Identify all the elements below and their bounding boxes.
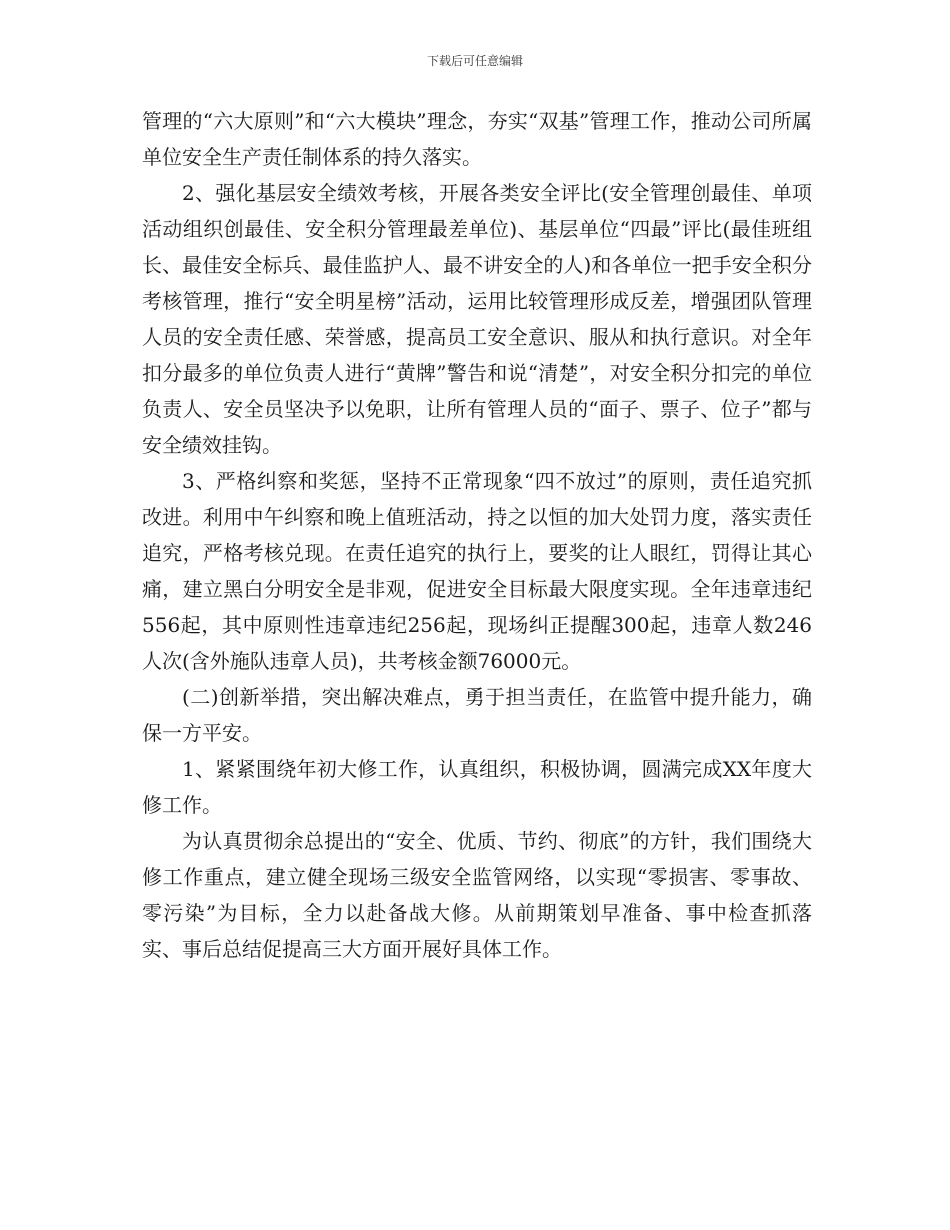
paragraph-2: 2、强化基层安全绩效考核，开展各类安全评比(安全管理创最佳、单项活动组织创最佳、安全积分管理最差单位)、基层单位“四最”评比(最佳班组长、最佳安全标兵、最佳监护人、最不讲安全的人)和各单位一把手安全积分考核管理，推行“安全明星榜”活动，运用比较管理形成反差，增强团队管理人员的安全责任感、荣誉感，提高员工安全意识、服从和执行意识。对全年扣分最多的单位负责人进行“黄牌”警告和说“清楚”，对安全积分扣完的单位负责人、安全员坚决予以免职，让所有管理人员的“面子、票子、位子”都与安全绩效挂钩。	[142, 181, 812, 457]
paragraph-5: 1、紧紧围绕年初大修工作，认真组织，积极协调，圆满完成XX年度大修工作。	[142, 757, 812, 817]
paragraph-6: 为认真贯彻余总提出的“安全、优质、节约、彻底”的方针，我们围绕大修工作重点，建立健全现场三级安全监管网络，以实现“零损害、零事故、零污染”为目标，全力以赴备战大修。从前期策划早准备、事中检查抓落实、事后总结促提高三大方面开展好具体工作。	[142, 829, 812, 961]
paragraph-1: 管理的“六大原则”和“六大模块”理念，夯实“双基”管理工作，推动公司所属单位安全生产责任制体系的持久落实。	[142, 109, 812, 169]
paragraph-4: (二)创新举措，突出解决难点，勇于担当责任，在监管中提升能力，确保一方平安。	[142, 685, 812, 745]
paragraph-3: 3、严格纠察和奖惩，坚持不正常现象“四不放过”的原则，责任追究抓改进。利用中午纠察和晚上值班活动，持之以恒的加大处罚力度，落实责任追究，严格考核兑现。在责任追究的执行上，要奖的让人眼红，罚得让其心痛，建立黑白分明安全是非观，促进安全目标最大限度实现。全年违章违纪556起，其中原则性违章违纪256起，现场纠正提醒300起，违章人数246人次(含外施队违章人员)，共考核金额76000元。	[142, 469, 812, 673]
page-header: 下载后可任意编辑	[426, 54, 523, 68]
document-body	[142, 103, 812, 967]
